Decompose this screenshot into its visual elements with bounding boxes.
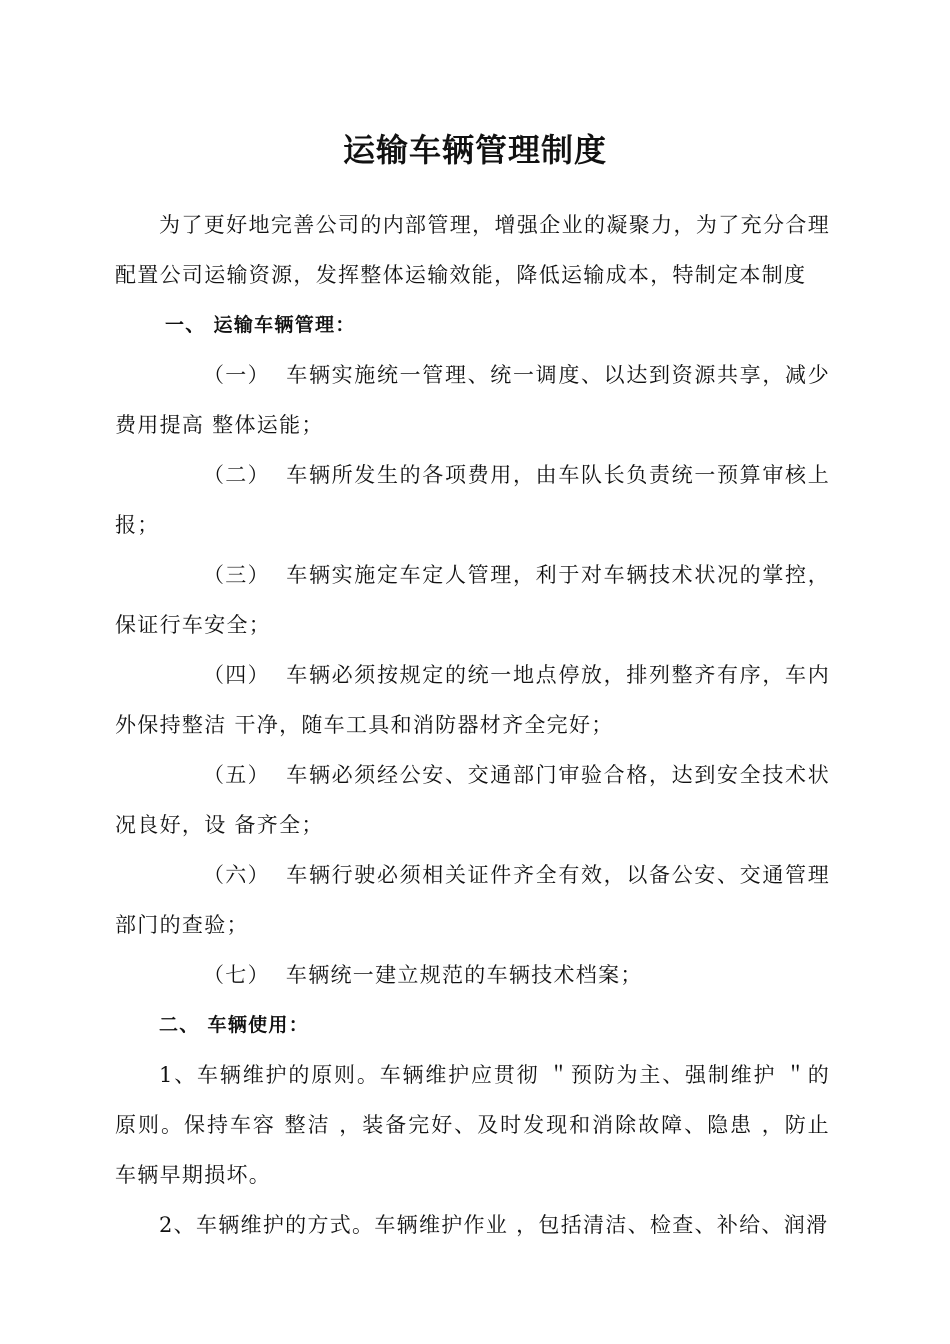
item-text: 车辆必须按规定的统一地点停放，排列整齐有序，车内外保持整洁 干净，随车工具和消防器材齐全完好； — [115, 663, 830, 737]
list-item — [115, 850, 830, 950]
item-marker: （五） — [203, 763, 270, 787]
item-text: 车辆必须经公安、交通部门审验合格，达到安全技术状况良好，设 备齐全； — [115, 763, 830, 837]
paragraph-maintenance-principle: 1、车辆维护的原则。车辆维护应贯彻 ＂预防为主、强制维护 ＂的原则。保持车容 整洁 ，装备完好、及时发现和消除故障、隐患 ，防止车辆早期损坏。 — [115, 1063, 830, 1187]
list-item — [115, 650, 830, 750]
list-item — [115, 350, 830, 450]
list-item — [115, 750, 830, 850]
section-heading-vehicle-management: 一、 运输车辆管理： — [165, 314, 356, 336]
item-marker: （六） — [203, 863, 270, 887]
section-heading-vehicle-use: 二、 车辆使用： — [159, 1014, 310, 1036]
paragraph-maintenance-method: 2、车辆维护的方式。车辆维护作业 ，包括清洁、检查、补给、润滑 — [159, 1213, 829, 1237]
intro-paragraph: 为了更好地完善公司的内部管理，增强企业的凝聚力，为了充分合理配置公司运输资源，发挥整体运输效能，降低运输成本，特制定本制度 — [115, 213, 830, 287]
item-text: 车辆行驶必须相关证件齐全有效，以备公安、交通管理部门的查验； — [115, 863, 830, 937]
item-text: 车辆统一建立规范的车辆技术档案； — [285, 963, 643, 987]
item-marker: （三） — [203, 563, 270, 587]
item-marker: （一） — [203, 363, 270, 387]
item-marker: （二） — [203, 463, 270, 487]
item-marker: （四） — [203, 663, 270, 687]
document-title: 运输车辆管理制度 — [342, 131, 607, 169]
list-item — [115, 950, 830, 1000]
document-body — [115, 200, 830, 1250]
item-marker: （七） — [203, 963, 270, 987]
list-item — [115, 550, 830, 650]
list-item — [115, 450, 830, 550]
item-text: 车辆实施统一管理、统一调度、以达到资源共享，减少费用提高 整体运能； — [115, 363, 830, 437]
item-text: 车辆实施定车定人管理，利于对车辆技术状况的掌控，保证行车安全； — [115, 563, 830, 637]
item-text: 车辆所发生的各项费用，由车队长负责统一预算审核上报； — [115, 463, 830, 537]
